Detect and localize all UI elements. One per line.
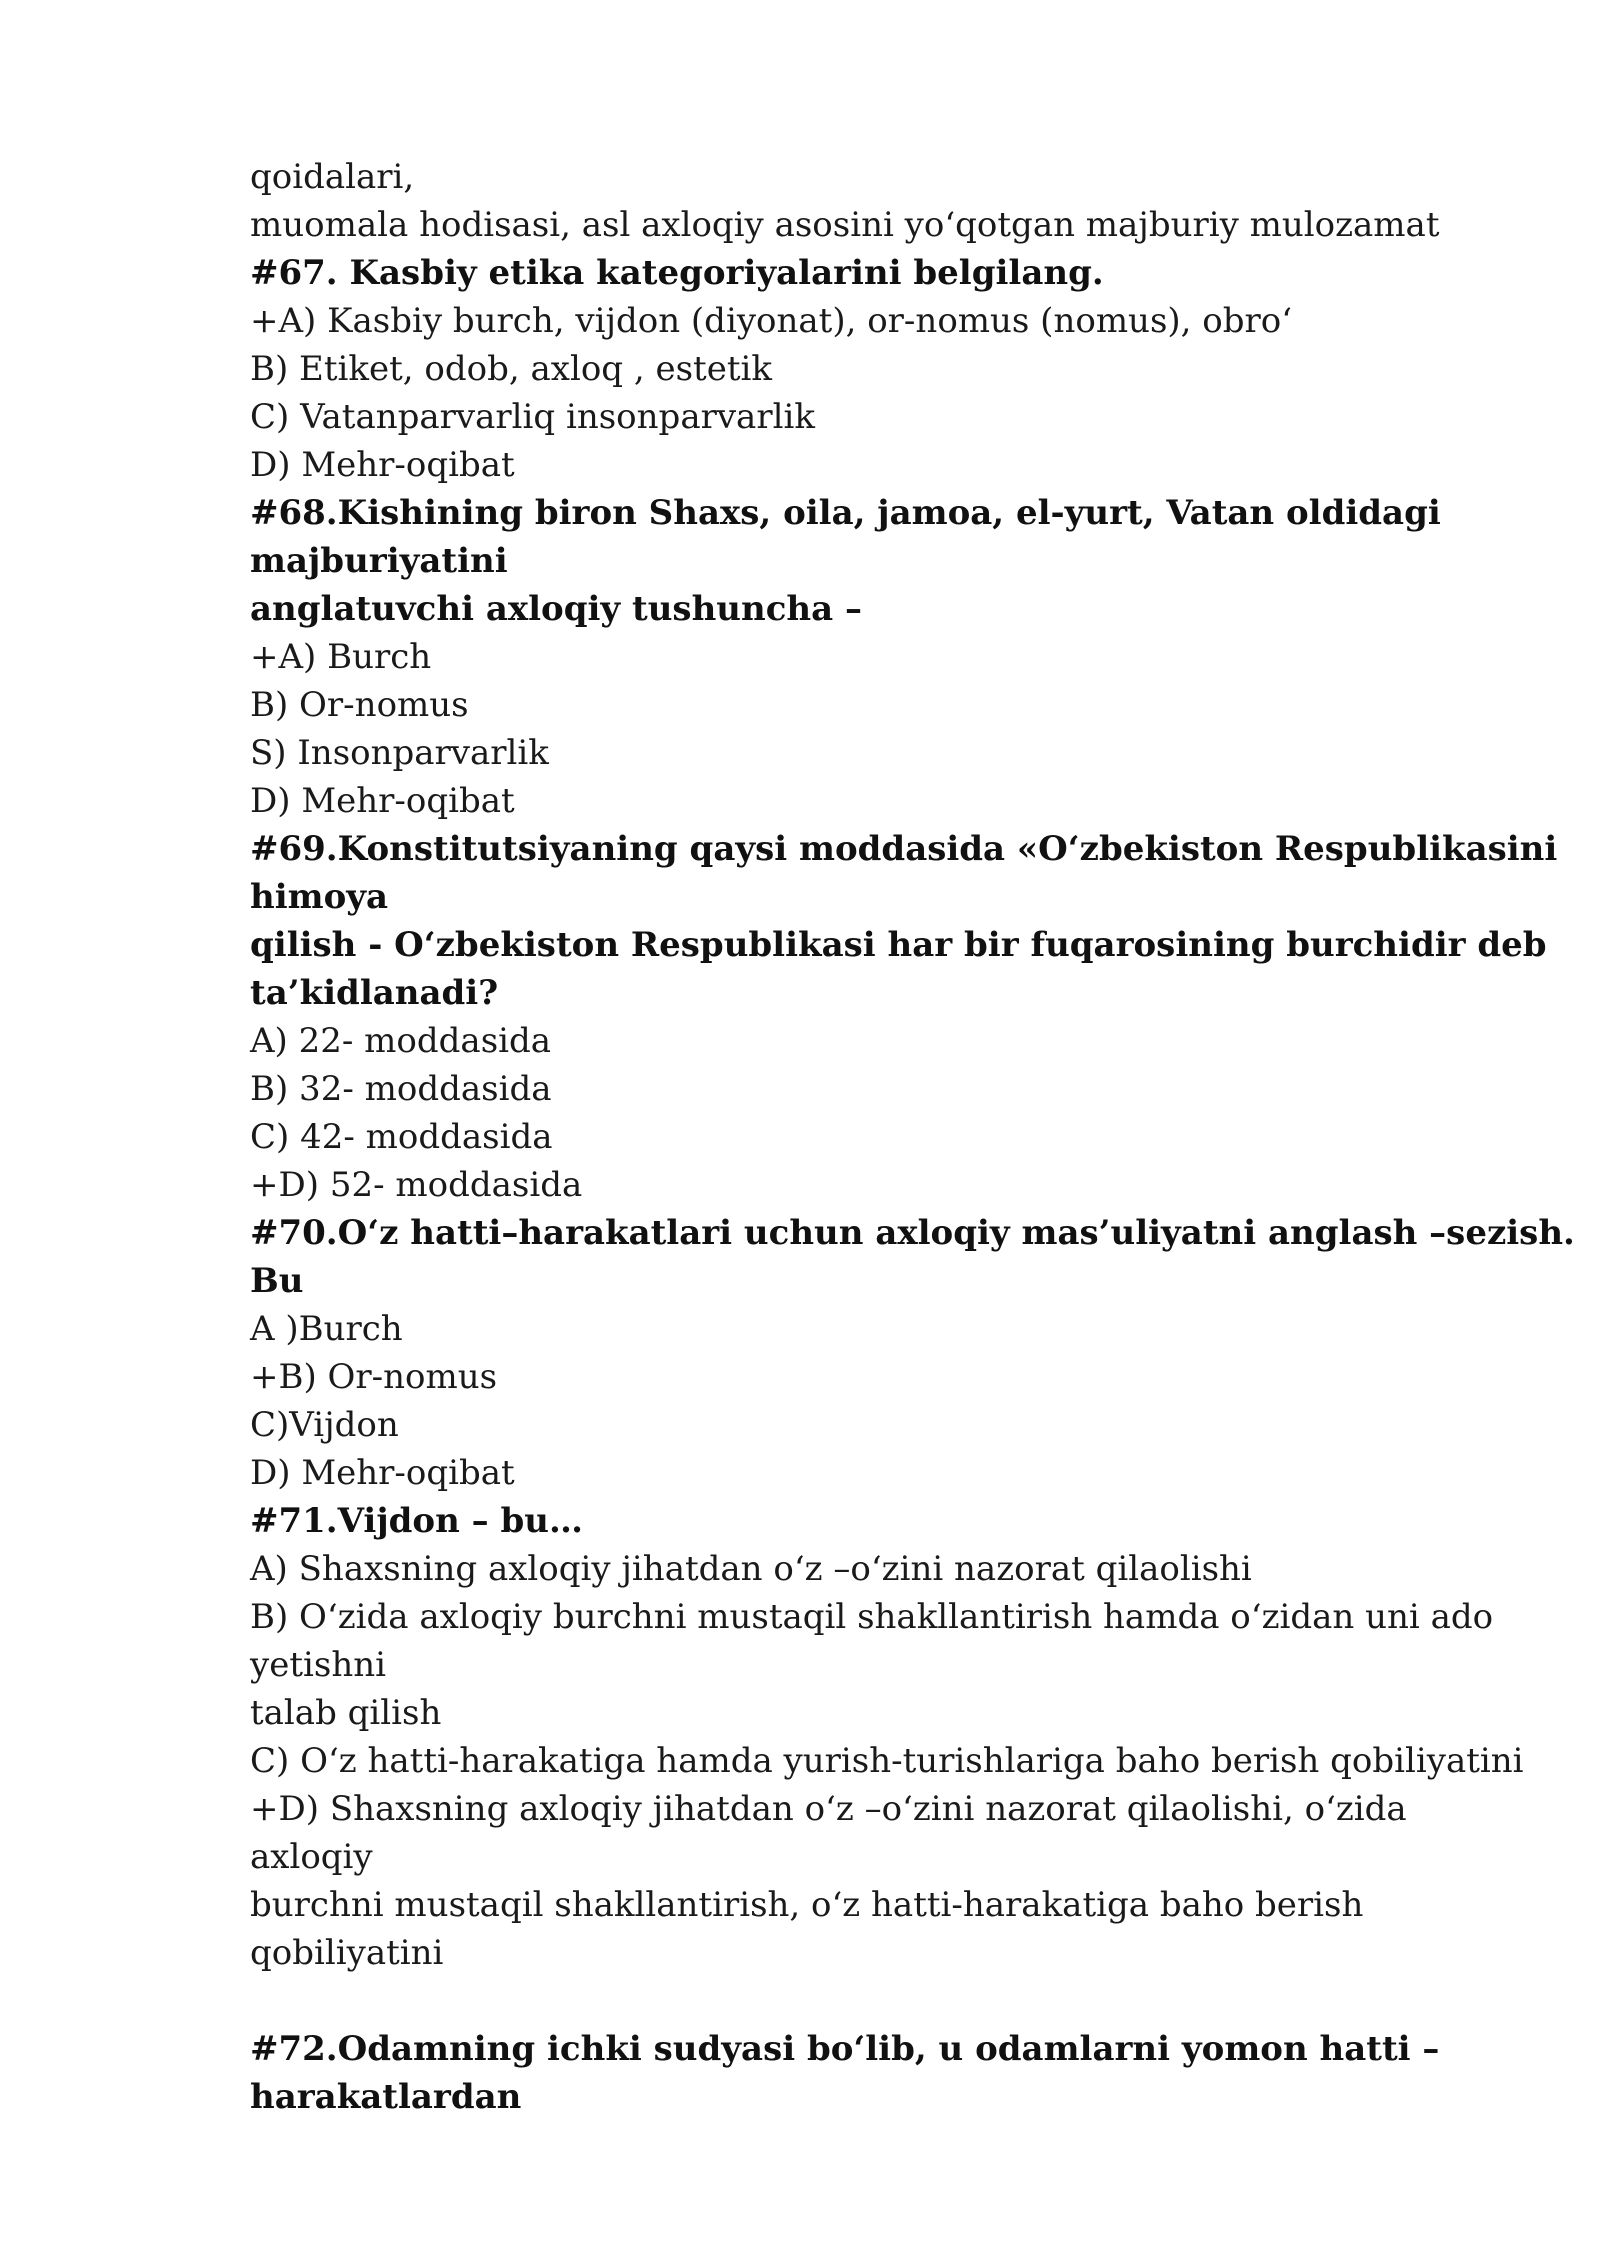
answer-option-line: B) Etiket, odob, axloq , estetik — [250, 349, 772, 389]
blank-line — [250, 1977, 1500, 2025]
answer-option-line: C) 42- moddasida — [250, 1117, 553, 1157]
document-page — [250, 153, 1575, 2121]
answer-option-line: qobiliyatini — [250, 1933, 444, 1973]
text-line: qoidalari, — [250, 157, 415, 197]
answer-option-line: B) O‘zida axloqiy burchni mustaqil shakllantirish hamda o‘zidan uni ado — [250, 1597, 1494, 1637]
question-text-line: #68.Kishining biron Shaxs, oila, jamoa, el-yurt, Vatan oldidagi — [250, 493, 1441, 533]
answer-option-line: A) Shaxsning axloqiy jihatdan o‘z –o‘zini nazorat qilaolishi — [250, 1549, 1252, 1589]
answer-option-line: A )Burch — [250, 1309, 403, 1349]
question-text-line: #71.Vijdon – bu… — [250, 1501, 583, 1541]
question-text-line: himoya — [250, 877, 389, 917]
question-text-line: Bu — [250, 1261, 304, 1301]
question-text-line: qilish - O‘zbekiston Respublikasi har bir fuqarosining burchidir deb — [250, 925, 1547, 965]
answer-option-line: D) Mehr-oqibat — [250, 1453, 515, 1493]
answer-option-line: talab qilish — [250, 1693, 442, 1733]
answer-option-line: B) Or-nomus — [250, 685, 469, 725]
answer-option-line: C) O‘z hatti-harakatiga hamda yurish-turishlariga baho berish qobiliyatini — [250, 1741, 1524, 1781]
question-text-line: majburiyatini — [250, 541, 508, 581]
answer-option-line: +D) Shaxsning axloqiy jihatdan o‘z –o‘zini nazorat qilaolishi, o‘zida — [250, 1789, 1407, 1829]
answer-option-line: +A) Burch — [250, 637, 432, 677]
question-text-line: #70.O‘z hatti–harakatlari uchun axloqiy mas’uliyatni anglash –sezish. — [250, 1213, 1575, 1253]
answer-option-line: D) Mehr-oqibat — [250, 781, 515, 821]
answer-option-line: +D) 52- moddasida — [250, 1165, 583, 1205]
answer-option-line: S) Insonparvarlik — [250, 733, 549, 773]
answer-option-line: axloqiy — [250, 1837, 373, 1877]
question-text-line: harakatlardan — [250, 2077, 522, 2117]
question-text-line: #69.Konstitutsiyaning qaysi moddasida «O‘zbekiston Respublikasini — [250, 829, 1558, 869]
question-text-line: ta’kidlanadi? — [250, 973, 499, 1013]
answer-option-line: yetishni — [250, 1645, 386, 1685]
question-text-line: anglatuvchi axloqiy tushuncha – — [250, 589, 863, 629]
answer-option-line: C) Vatanparvarliq insonparvarlik — [250, 397, 815, 437]
question-text-line: #67. Kasbiy etika kategoriyalarini belgilang. — [250, 253, 1104, 293]
text-line: muomala hodisasi, asl axloqiy asosini yo‘qotgan majburiy mulozamat — [250, 205, 1440, 245]
answer-option-line: +A) Kasbiy burch, vijdon (diyonat), or-nomus (nomus), obro‘ — [250, 301, 1293, 341]
answer-option-line: C)Vijdon — [250, 1405, 399, 1445]
answer-option-line: B) 32- moddasida — [250, 1069, 552, 1109]
answer-option-line: +B) Or-nomus — [250, 1357, 498, 1397]
question-text-line: #72.Odamning ichki sudyasi bo‘lib, u odamlarni yomon hatti – — [250, 2029, 1440, 2069]
answer-option-line: burchni mustaqil shakllantirish, o‘z hatti-harakatiga baho berish — [250, 1885, 1364, 1925]
answer-option-line: A) 22- moddasida — [250, 1021, 552, 1061]
answer-option-line: D) Mehr-oqibat — [250, 445, 515, 485]
